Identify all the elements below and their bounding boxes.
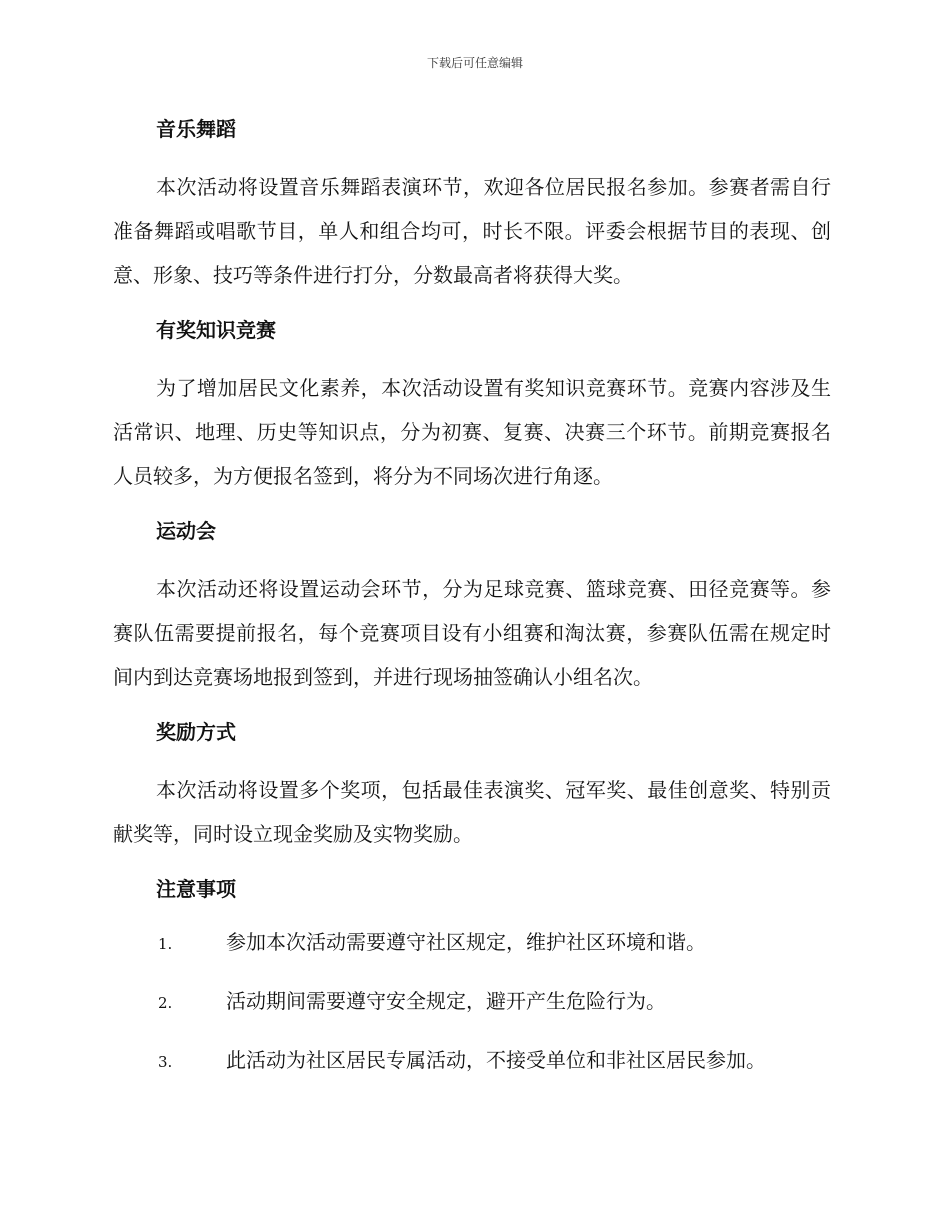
list-item-text: 此活动为社区居民专属活动，不接受单位和非社区居民参加。 [226,1048,766,1072]
section-paragraph-awards: 本次活动将设置多个奖项，包括最佳表演奖、冠军奖、最佳创意奖、特别贡献奖等，同时设立现金奖励及实物奖励。 [113,778,831,846]
list-item-text: 活动期间需要遵守安全规定，避开产生危险行为。 [226,989,666,1013]
section-heading-music-dance: 音乐舞蹈 [156,117,236,141]
section-heading-quiz: 有奖知识竞赛 [156,318,276,342]
page-header: 下载后可任意编辑 [426,56,523,70]
list-item [113,1043,831,1079]
list-item [113,984,831,1020]
section-heading-sports: 运动会 [156,519,216,543]
list-item-text: 参加本次活动需要遵守社区规定，维护社区环境和谐。 [226,930,706,954]
section-paragraph-music-dance: 本次活动将设置音乐舞蹈表演环节，欢迎各位居民报名参加。参赛者需自行准备舞蹈或唱歌节目，单人和组合均可，时长不限。评委会根据节目的表现、创意、形象、技巧等条件进行打分，分数最高者将获得大奖。 [113,175,831,287]
list-item-number: 2. [158,994,173,1012]
document-body [113,112,831,1102]
list-item-number: 1. [158,935,173,953]
section-paragraph-quiz: 为了增加居民文化素养，本次活动设置有奖知识竞赛环节。竞赛内容涉及生活常识、地理、历史等知识点，分为初赛、复赛、决赛三个环节。前期竞赛报名人员较多，为方便报名签到，将分为不同场次进行角逐。 [113,376,831,488]
section-heading-awards: 奖励方式 [156,720,236,744]
section-paragraph-sports: 本次活动还将设置运动会环节，分为足球竞赛、篮球竞赛、田径竞赛等。参赛队伍需要提前报名，每个竞赛项目设有小组赛和淘汰赛，参赛队伍需在规定时间内到达竞赛场地报到签到，并进行现场抽签确认小组名次。 [113,577,831,689]
list-item [113,925,831,961]
section-heading-notes: 注意事项 [156,877,236,901]
list-item-number: 3. [158,1053,173,1071]
